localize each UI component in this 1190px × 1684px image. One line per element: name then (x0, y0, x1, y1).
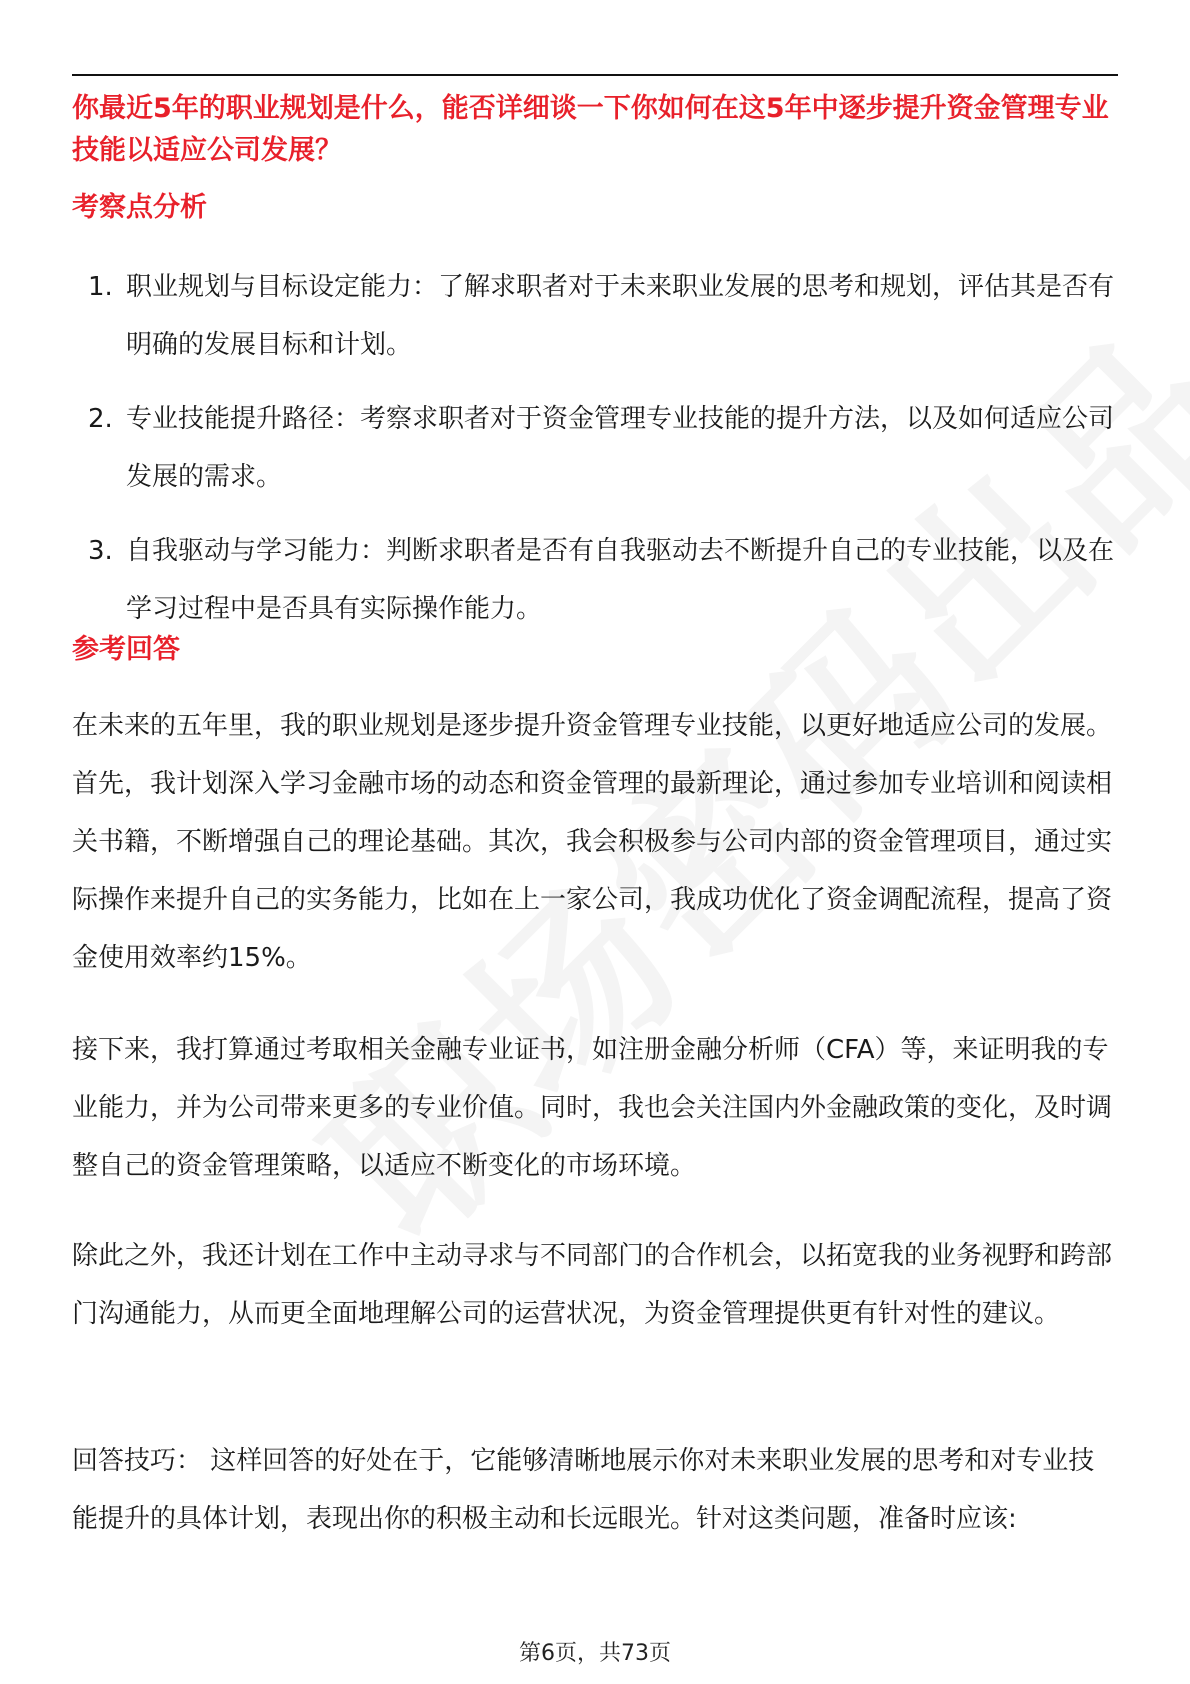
answer-heading: 参考回答 (72, 634, 180, 665)
answer-paragraph: 除此之外，我还计划在工作中主动寻求与不同部门的合作机会，以拓宽我的业务视野和跨部门沟通能力，从而更全面地理解公司的运营状况，为资金管理提供更有针对性的建议。 (72, 1241, 1113, 1329)
page-number-footer: 第6页，共73页 (519, 1641, 671, 1666)
answer-paragraph: 接下来，我打算通过考取相关金融专业证书，如注册金融分析师（CFA）等，来证明我的专业能力，并为公司带来更多的专业价值。同时，我也会关注国内外金融政策的变化，及时调整自己的资金管理策略，以适应不断变化的市场环境。 (72, 1035, 1113, 1181)
point-text: 自我驱动与学习能力：判断求职者是否有自我驱动去不断提升自己的专业技能，以及在学习过程中是否具有实际操作能力。 (126, 536, 1115, 624)
point-text: 专业技能提升路径：考察求职者对于资金管理专业技能的提升方法，以及如何适应公司发展的需求。 (126, 404, 1115, 492)
analysis-list (72, 258, 1118, 654)
analysis-point (72, 522, 1118, 638)
answer-paragraph: 在未来的五年里，我的职业规划是逐步提升资金管理专业技能，以更好地适应公司的发展。首先，我计划深入学习金融市场的动态和资金管理的最新理论，通过参加专业培训和阅读相关书籍，不断增强自己的理论基础。其次，我会积极参与公司内部的资金管理项目，通过实际操作来提升自己的实务能力，比如在上一家公司，我成功优化了资金调配流程，提高了资金使用效率约15%。 (72, 711, 1113, 973)
point-number: 2. (88, 404, 113, 434)
point-number: 3. (88, 536, 113, 566)
top-divider (72, 74, 1118, 76)
interview-question: 你最近5年的职业规划是什么，能否详细谈一下你如何在这5年中逐步提升资金管理专业技能以适应公司发展？ (72, 93, 1109, 166)
analysis-point (72, 258, 1118, 374)
analysis-point (72, 390, 1118, 506)
point-number: 1. (88, 272, 113, 302)
document-page (72, 0, 1118, 1684)
point-text: 职业规划与目标设定能力：了解求职者对于未来职业发展的思考和规划，评估其是否有明确的发展目标和计划。 (126, 272, 1115, 360)
analysis-heading: 考察点分析 (72, 192, 207, 223)
answer-tips-paragraph: 回答技巧： 这样回答的好处在于，它能够清晰地展示你对未来职业发展的思考和对专业技能提升的具体计划，表现出你的积极主动和长远眼光。针对这类问题，准备时应该: (72, 1446, 1095, 1534)
